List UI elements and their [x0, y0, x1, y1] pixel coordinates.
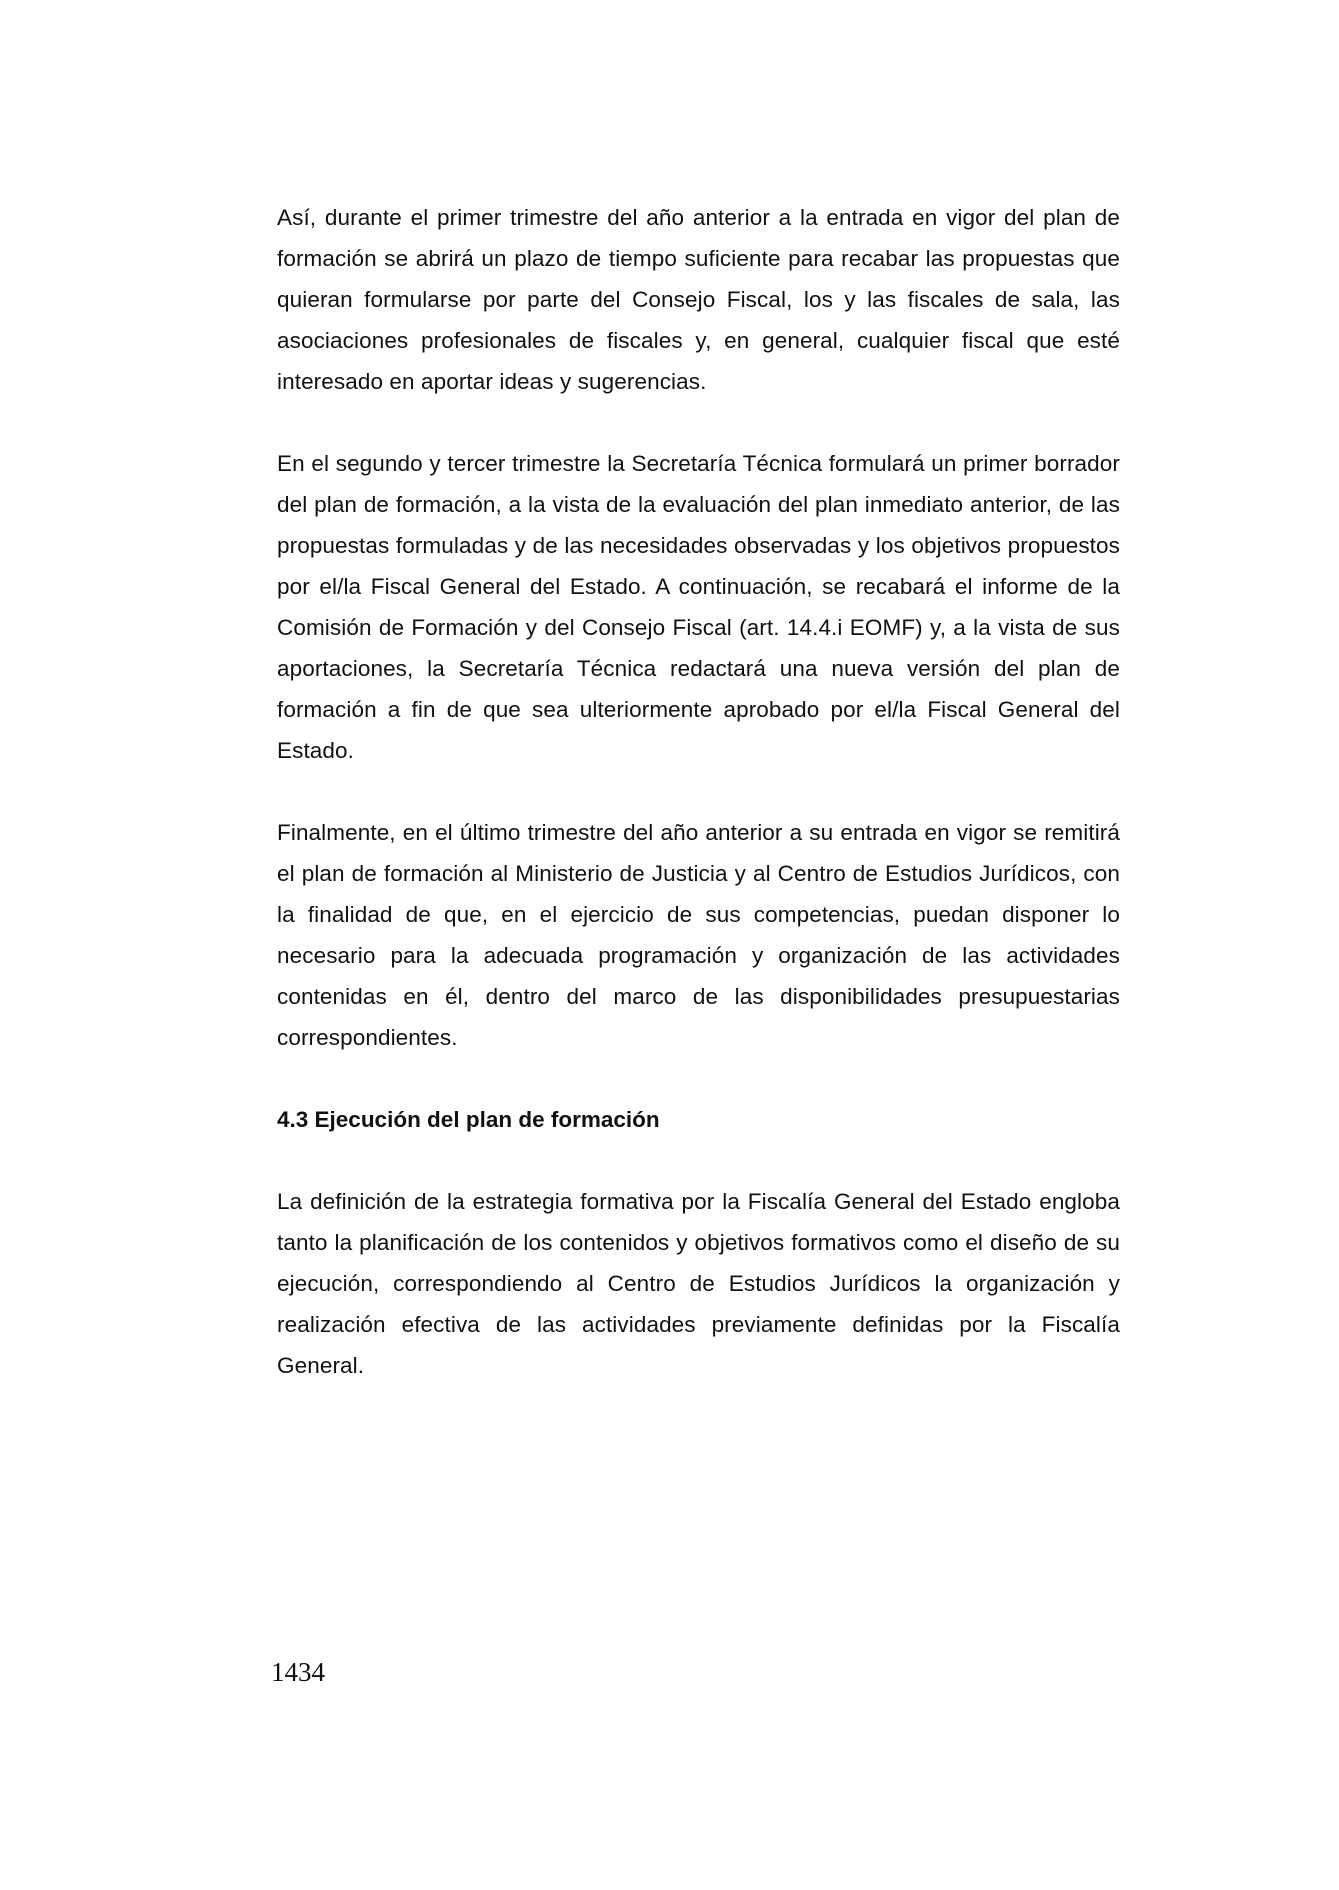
paragraph-execution: La definición de la estrategia formativa por la Fiscalía General del Estado engloba tanto la planificación de los contenidos y objetivos formativos como el diseño de su ejecución, correspondiendo al Centro de Estudios Jurídicos la organización y realización efectiva de las actividades previamente definidas por la Fiscalía General. — [277, 1189, 1120, 1378]
document-body — [277, 197, 1120, 1427]
paragraph-plan-submission: Finalmente, en el último trimestre del año anterior a su entrada en vigor se remitirá el plan de formación al Ministerio de Justicia y al Centro de Estudios Jurídicos, con la finalidad de que, en el ejercicio de sus competencias, puedan disponer lo necesario para la adecuada programación y organización de las actividades contenidas en él, dentro del marco de las disponibilidades presupuestarias correspondientes. — [277, 820, 1120, 1050]
section-heading: 4.3 Ejecución del plan de formación — [277, 1107, 660, 1132]
page-number: 1434 — [271, 1657, 325, 1687]
paragraph-draft-plan: En el segundo y tercer trimestre la Secretaría Técnica formulará un primer borrador del plan de formación, a la vista de la evaluación del plan inmediato anterior, de las propuestas formuladas y de las necesidades observadas y los objetivos propuestos por el/la Fiscal General del Estado. A continuación, se recabará el informe de la Comisión de Formación y del Consejo Fiscal (art. 14.4.i EOMF) y, a la vista de sus aportaciones, la Secretaría Técnica redactará una nueva versión del plan de formación a fin de que sea ulteriormente aprobado por el/la Fiscal General del Estado. — [277, 451, 1120, 763]
paragraph-proposals-period: Así, durante el primer trimestre del año anterior a la entrada en vigor del plan de formación se abrirá un plazo de tiempo suficiente para recabar las propuestas que quieran formularse por parte del Consejo Fiscal, los y las fiscales de sala, las asociaciones profesionales de fiscales y, en general, cualquier fiscal que esté interesado en aportar ideas y sugerencias. — [277, 205, 1120, 394]
